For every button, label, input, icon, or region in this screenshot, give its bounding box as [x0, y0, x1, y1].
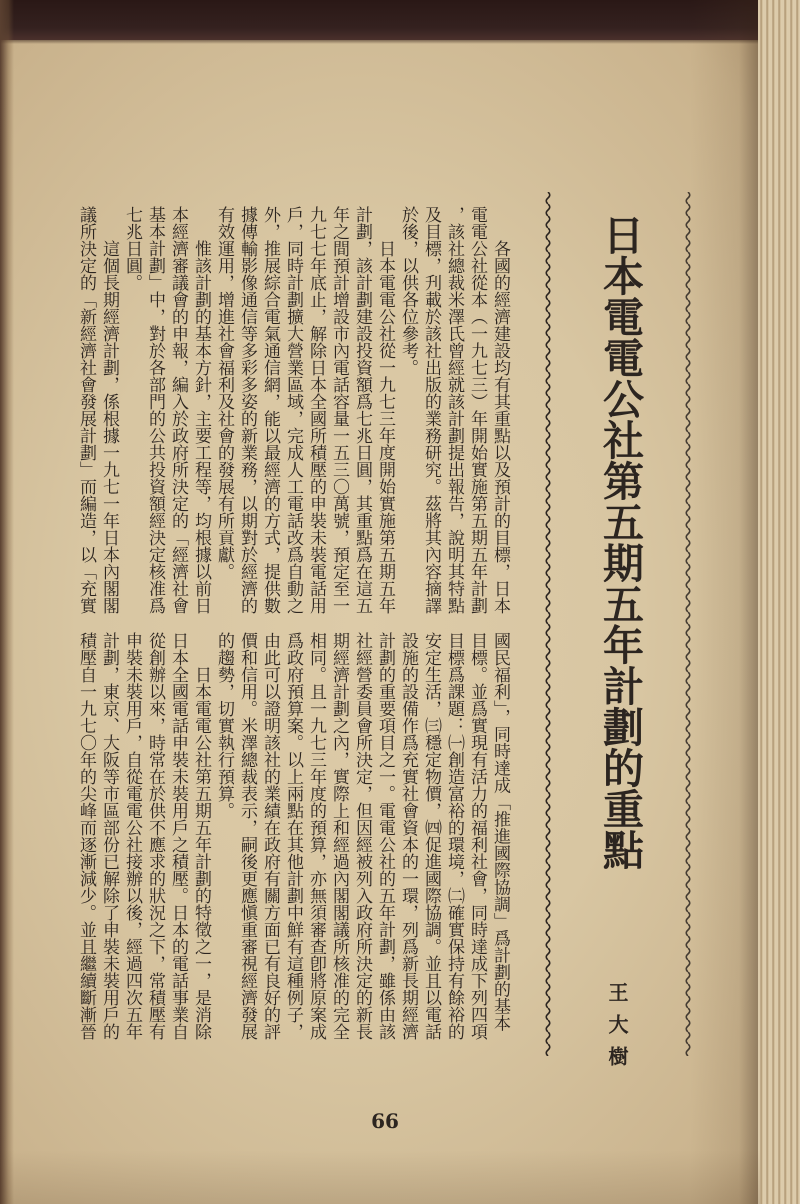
text-column: 年之間預計增設市內電話容量一五三〇萬號，預定至一: [329, 206, 349, 614]
text-column: 設施的設備作爲充實社會資本的一環，列爲新長期經濟: [398, 632, 418, 1040]
text-column: 積壓自一九七〇年的尖峰而逐漸減少。並且繼續斷漸晉: [76, 632, 96, 1040]
text-column: 各國的經濟建設均有其重點以及預計的目標，日本: [490, 240, 510, 614]
text-column: 相同。且一九七三年度的預算，亦無須審查卽將原案成: [306, 632, 326, 1040]
text-column: 計劃的重要項目之一。電電公社的五年計劃，雖係由該: [375, 632, 395, 1040]
text-column: 外，推展綜合電氣通信網，能以最經濟的方式，提供數: [260, 206, 280, 614]
text-column: ，該社總裁米澤氏曾經就該計劃提出報告，說明其特點: [444, 206, 464, 614]
text-column: 期經濟計劃之內，實際上和經過內閣閣議所核准的完全: [329, 632, 349, 1040]
cover-shadow: [0, 40, 760, 44]
bottom-edge-shadow: [0, 1150, 760, 1204]
text-column: 惟該計劃的基本方針，主要工程等，均根據以前日: [191, 240, 211, 614]
text-column: 戶，同時計劃擴大營業區域，完成人工電話改爲自動之: [283, 206, 303, 614]
text-column: 價和信用。米澤總裁表示，嗣後更應愼重審視經濟發展: [237, 632, 257, 1040]
text-column: 申裝未裝用戶，自從電電公社接辦以後，經過四次五年: [122, 632, 142, 1040]
text-column: 這個長期經濟計劃，係根據一九七一年日本內閣閣: [99, 240, 119, 614]
text-column: 國民福利」，同時達成「推進國際協調」爲計劃的基本: [490, 632, 510, 1032]
text-column: 據傳輸影像通信等多彩多姿的新業務，以期對於經濟的: [237, 206, 257, 614]
text-column: 本經濟審議會的申報，編入於政府所決定的「經濟社會: [168, 206, 188, 614]
text-column: 目標爲課題：㈠創造富裕的環境，㈡確實保持有餘裕的: [444, 632, 464, 1040]
text-column: 日本電電公社第五期五年計劃的特徵之一，是消除: [191, 666, 211, 1040]
text-column: 由此可以證明該社的業績在政府有關方面已有良好的評: [260, 632, 280, 1040]
text-column: 基本計劃」中，對於各部門的公共投資額經決定核准爲: [145, 206, 165, 614]
text-column: 日本電電公社從一九七三年度開始實施第五期五年: [375, 240, 395, 614]
text-column: 從創辦以來，時常在於供不應求的狀況之下，常積壓有: [145, 632, 165, 1040]
lower-text-tier: [74, 632, 511, 1052]
text-column: 七兆日圓。: [122, 206, 142, 291]
text-column: 計劃，該計劃建設投資額爲七兆日圓，其重點爲在這五: [352, 206, 372, 614]
left-edge-shadow: [0, 0, 14, 1204]
text-column: 於後，以供各位參考。: [398, 206, 418, 376]
text-column: 社經營委員會所決定，但因經被列入政府所決定的新長: [352, 632, 372, 1040]
text-column: 九七七年底止，解除日本全國所積壓的申裝未裝電話用: [306, 206, 326, 614]
text-column: 及目標，刋載於該社出版的業務研究。茲將其內容摘譯: [421, 206, 441, 614]
text-column: 電電公社從本（一九七三）年開始實施第五期五年計劃: [467, 206, 487, 614]
page-number: 66: [371, 1109, 399, 1133]
page-stack-edge: [758, 0, 800, 1204]
text-column: 日本全國電話申裝未裝用戶之積壓。日本的電話事業自: [168, 632, 188, 1040]
text-column: 目標。並爲實現有活力的福利社會，同時達成下列四項: [467, 632, 487, 1040]
text-column: 計劃，東京、大阪等市區部份已解除了申裝未裝用戶的: [99, 632, 119, 1040]
text-column: 的趨勢，切實執行預算。: [214, 632, 234, 819]
book-cover-edge: [0, 0, 772, 40]
page-curve-shadow: [690, 0, 760, 1204]
text-column: 爲政府預算案。以上兩點在其他計劃中鮮有這種例子，: [283, 632, 303, 1040]
text-column: 有效運用，增進社會福利及社會的發展有所貢獻。: [214, 206, 234, 580]
article-author: 王大樹: [605, 982, 629, 1078]
article-title: 日本電電公社第五期五年計劃的重點: [596, 214, 644, 870]
text-column: 安定生活，㈢穩定物價，㈣促進國際協調。並且以電話: [421, 632, 441, 1040]
text-column: 議所決定的「新經濟社會發展計劃」而編造，以「充實: [76, 206, 96, 614]
left-wavy-rule: [543, 192, 553, 1056]
upper-text-tier: [74, 206, 511, 626]
